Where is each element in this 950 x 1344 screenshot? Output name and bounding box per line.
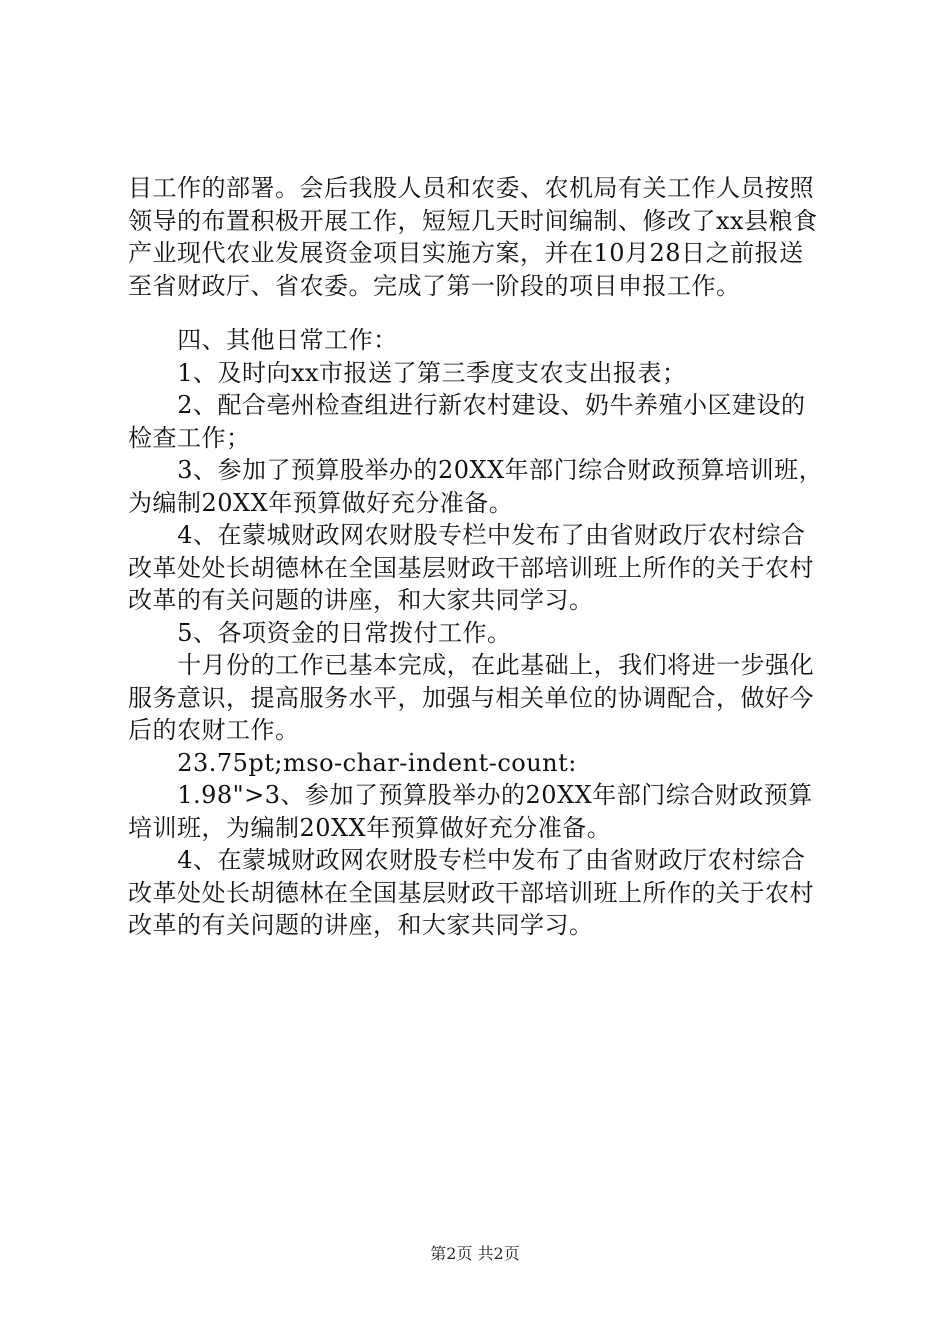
list-item-2: 2、配合亳州检查组进行新农村建设、奶牛养殖小区建设的检查工作； [128,391,806,452]
list-item-3-duplicate: 1.98">3、参加了预算股举办的20XX年部门综合财政预算培训班，为编制20XX年预算做好充分准备。 [128,781,813,842]
list-item-1: 1、及时向xx市报送了第三季度支农支出报表； [177,358,687,387]
paragraph-gap [128,302,828,324]
paragraph-project-deployment: 目工作的部署。会后我股人员和农委、农机局有关工作人员按照领导的布置积极开展工作，短短几天时间编制、修改了xx县粮食产业现代农业发展资金项目实施方案，并在10月28日之前报送至省财政厅、省农委。完成了第一阶段的项目申报工作。 [128,174,818,300]
page-number-label: 第2页 共2页 [430,1244,520,1263]
document-body [128,172,828,942]
list-item-3: 3、参加了预算股举办的20XX年部门综合财政预算培训班，为编制20XX年预算做好充分准备。 [128,456,824,517]
list-item-5: 5、各项资金的日常拨付工作。 [177,618,512,647]
list-item-4-duplicate: 4、在蒙城财政网农财股专栏中发布了由省财政厅农村综合改革处处长胡德林在全国基层财政干部培训班上所作的关于农村改革的有关问题的讲座，和大家共同学习。 [128,846,814,939]
page-footer [0,1244,950,1264]
paragraph-stray-markup: 23.75pt;mso-char-indent-count: [177,748,577,777]
list-item-4: 4、在蒙城财政网农财股专栏中发布了由省财政厅农村综合改革处处长胡德林在全国基层财政干部培训班上所作的关于农村改革的有关问题的讲座，和大家共同学习。 [128,521,814,614]
section-heading-daily-work: 四、其他日常工作： [177,326,398,354]
paragraph-summary: 十月份的工作已基本完成，在此基础上，我们将进一步强化服务意识，提高服务水平，加强与相关单位的协调配合，做好今后的农财工作。 [128,651,815,744]
